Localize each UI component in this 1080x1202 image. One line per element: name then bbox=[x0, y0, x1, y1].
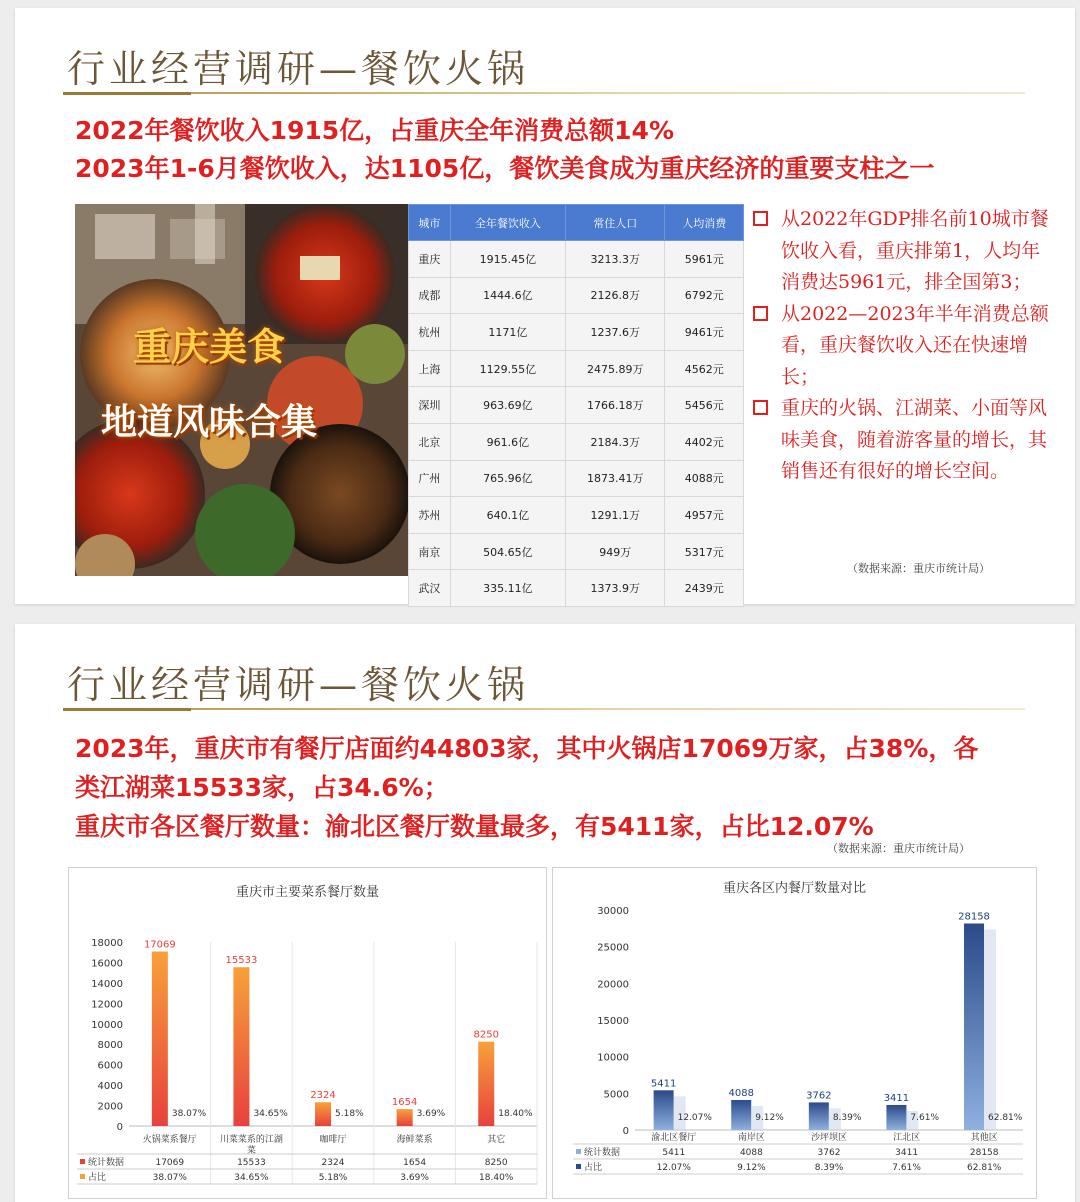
category-label: 其他区 bbox=[970, 1133, 998, 1143]
bar bbox=[397, 1109, 413, 1126]
table-cell: 2439元 bbox=[665, 570, 744, 607]
title-rule bbox=[63, 92, 1025, 94]
category-label: 川菜菜系的江湖 bbox=[219, 1135, 283, 1145]
bar-value-label: 4088 bbox=[728, 1088, 754, 1100]
table-cell: 1766.18万 bbox=[566, 387, 665, 424]
y-tick-label: 0 bbox=[116, 1122, 123, 1133]
title-rule bbox=[63, 708, 1025, 710]
table-row bbox=[409, 570, 744, 607]
table-percent: 38.07% bbox=[152, 1173, 187, 1183]
table-cell: 949万 bbox=[566, 533, 665, 570]
legend-label: 占比 bbox=[584, 1163, 603, 1173]
table-cell: 5961元 bbox=[665, 241, 744, 278]
table-cell: 4562元 bbox=[665, 350, 744, 387]
bar-shadow bbox=[984, 930, 996, 1130]
bullet-item bbox=[751, 204, 1051, 299]
table-value: 15533 bbox=[237, 1158, 266, 1168]
y-tick-label: 20000 bbox=[597, 979, 629, 991]
category-label: 火锅菜系餐厅 bbox=[142, 1135, 197, 1145]
bullet-text: 重庆的火锅、江湖菜、小面等风味美食，随着游客量的增长，其销售还有很好的增长空间。 bbox=[781, 397, 1048, 482]
table-row bbox=[409, 277, 744, 314]
table-row bbox=[409, 497, 744, 534]
category-label: 海鲜菜系 bbox=[396, 1135, 433, 1145]
y-tick-label: 6000 bbox=[97, 1060, 123, 1072]
bar-value-label: 17069 bbox=[143, 939, 176, 951]
district-chart-panel bbox=[552, 867, 1037, 1199]
table-cell: 1373.9万 bbox=[566, 570, 665, 607]
square-bullet-icon bbox=[753, 306, 768, 321]
table-header-cell: 全年餐饮收入 bbox=[450, 205, 565, 241]
table-cell: 9461元 bbox=[665, 314, 744, 351]
slide-title: 行业经营调研—餐饮火锅 bbox=[67, 663, 530, 707]
category-label: 渝北区餐厅 bbox=[651, 1133, 697, 1143]
bar-value-label: 1654 bbox=[391, 1097, 418, 1109]
table-value: 3762 bbox=[817, 1148, 841, 1158]
category-label: 咖啡厅 bbox=[319, 1135, 347, 1145]
table-cell: 3213.3万 bbox=[566, 241, 665, 278]
table-cell: 5317元 bbox=[665, 533, 744, 570]
table-value: 4088 bbox=[739, 1148, 763, 1158]
bar bbox=[731, 1100, 751, 1130]
y-tick-label: 15000 bbox=[597, 1016, 629, 1027]
square-bullet-icon bbox=[753, 400, 768, 415]
table-cell: 南京 bbox=[409, 533, 451, 570]
table-cell: 1171亿 bbox=[450, 314, 565, 351]
table-percent: 34.65% bbox=[234, 1173, 269, 1183]
table-cell: 4402元 bbox=[665, 423, 744, 460]
y-tick-label: 12000 bbox=[91, 999, 123, 1011]
table-cell: 深圳 bbox=[409, 387, 451, 424]
data-source: （数据来源：重庆市统计局） bbox=[847, 562, 990, 575]
category-label: 南岸区 bbox=[737, 1133, 765, 1143]
bar-value-label: 3762 bbox=[806, 1090, 832, 1102]
y-tick-label: 18000 bbox=[91, 938, 123, 949]
table-value: 5411 bbox=[662, 1148, 686, 1158]
bar bbox=[809, 1102, 829, 1130]
legend-label: 统计数据 bbox=[584, 1148, 621, 1158]
bar bbox=[886, 1105, 906, 1130]
y-tick-label: 16000 bbox=[91, 958, 123, 970]
table-header-cell: 城市 bbox=[409, 205, 451, 241]
legend-key bbox=[80, 1159, 85, 1164]
slide-title: 行业经营调研—餐饮火锅 bbox=[67, 47, 530, 91]
table-percent: 12.07% bbox=[656, 1163, 691, 1173]
bar bbox=[233, 967, 249, 1126]
table-cell: 1444.6亿 bbox=[450, 277, 565, 314]
y-tick-label: 0 bbox=[622, 1126, 629, 1137]
table-percent: 8.39% bbox=[814, 1163, 844, 1173]
table-cell: 重庆 bbox=[409, 241, 451, 278]
bar bbox=[315, 1102, 331, 1126]
bar bbox=[964, 924, 984, 1130]
table-value: 8250 bbox=[484, 1158, 508, 1168]
bar-value-label: 28158 bbox=[958, 911, 990, 923]
table-percent: 62.81% bbox=[967, 1163, 1002, 1173]
bar bbox=[478, 1042, 494, 1126]
food-photo bbox=[75, 204, 408, 576]
city-table bbox=[408, 204, 744, 607]
y-tick-label: 10000 bbox=[91, 1019, 123, 1031]
table-value: 3411 bbox=[895, 1148, 919, 1158]
table-cell: 765.96亿 bbox=[450, 460, 565, 497]
bullet-text: 从2022—2023年半年消费总额看，重庆餐饮收入还在快速增长； bbox=[781, 302, 1049, 388]
category-label: 江北区 bbox=[893, 1133, 921, 1143]
table-row bbox=[409, 241, 744, 278]
bar-value-label: 5411 bbox=[650, 1078, 677, 1090]
headline-1: 2022年餐饮收入1915亿，占重庆全年消费总额14% bbox=[75, 116, 675, 145]
table-cell: 961.6亿 bbox=[450, 423, 565, 460]
table-cell: 1915.45亿 bbox=[450, 241, 565, 278]
percent-label: 18.40% bbox=[498, 1109, 533, 1119]
table-cell: 6792元 bbox=[665, 277, 744, 314]
table-cell: 5456元 bbox=[665, 387, 744, 424]
table-value: 1654 bbox=[403, 1158, 427, 1168]
chart-title: 重庆市主要菜系餐厅数量 bbox=[235, 885, 380, 900]
table-cell: 广州 bbox=[409, 460, 451, 497]
bar-value-label: 15533 bbox=[225, 955, 258, 967]
category-label: 其它 bbox=[487, 1135, 506, 1145]
percent-label: 12.07% bbox=[677, 1113, 712, 1123]
table-header-cell: 常住人口 bbox=[566, 205, 665, 241]
table-percent: 7.61% bbox=[892, 1163, 921, 1173]
table-cell: 上海 bbox=[409, 350, 451, 387]
table-value: 2324 bbox=[321, 1158, 345, 1168]
percent-label: 3.69% bbox=[416, 1109, 446, 1119]
y-tick-label: 8000 bbox=[97, 1040, 123, 1052]
table-row bbox=[409, 314, 744, 351]
legend-key bbox=[576, 1149, 581, 1154]
table-value: 17069 bbox=[155, 1158, 185, 1168]
slide-1 bbox=[15, 8, 1075, 604]
bar-value-label: 2324 bbox=[310, 1090, 336, 1102]
category-label: 菜 bbox=[246, 1146, 256, 1156]
table-cell: 335.11亿 bbox=[450, 570, 565, 607]
legend-label: 统计数据 bbox=[88, 1158, 125, 1168]
y-tick-label: 4000 bbox=[97, 1081, 123, 1093]
table-cell: 2126.8万 bbox=[566, 277, 665, 314]
table-cell: 1237.6万 bbox=[566, 314, 665, 351]
table-value: 28158 bbox=[969, 1148, 999, 1158]
data-source: （数据来源：重庆市统计局） bbox=[827, 842, 970, 855]
bullet-item bbox=[751, 393, 1051, 488]
slide-2 bbox=[15, 624, 1075, 1202]
bar bbox=[654, 1090, 674, 1130]
table-cell: 武汉 bbox=[409, 570, 451, 607]
table-row bbox=[409, 350, 744, 387]
percent-label: 62.81% bbox=[988, 1113, 1023, 1123]
percent-label: 5.18% bbox=[335, 1109, 364, 1119]
headline-2: 类江湖菜15533家，占34.6%； bbox=[75, 773, 449, 802]
headline-1: 2023年，重庆市有餐厅店面约44803家，其中火锅店17069万家，占38%，各 bbox=[75, 734, 979, 763]
table-cell: 1129.55亿 bbox=[450, 350, 565, 387]
table-cell: 杭州 bbox=[409, 314, 451, 351]
headline-3: 重庆市各区餐厅数量：渝北区餐厅数量最多，有5411家，占比12.07% bbox=[75, 812, 874, 841]
district-chart bbox=[553, 868, 1036, 1198]
table-cell: 苏州 bbox=[409, 497, 451, 534]
table-row bbox=[409, 387, 744, 424]
percent-label: 9.12% bbox=[755, 1113, 784, 1123]
bullet-list bbox=[751, 204, 1051, 488]
table-cell: 504.65亿 bbox=[450, 533, 565, 570]
y-tick-label: 10000 bbox=[597, 1052, 629, 1064]
bullet-text: 从2022年GDP排名前10城市餐饮收入看，重庆排第1，人均年消费达5961元，排全国第3； bbox=[781, 208, 1049, 293]
category-label: 沙坪坝区 bbox=[810, 1133, 848, 1143]
y-tick-label: 2000 bbox=[97, 1101, 123, 1113]
bar bbox=[152, 952, 168, 1126]
table-cell: 成都 bbox=[409, 277, 451, 314]
table-header-cell: 人均消费 bbox=[665, 205, 744, 241]
y-tick-label: 14000 bbox=[91, 978, 123, 990]
table-cell: 640.1亿 bbox=[450, 497, 565, 534]
table-percent: 18.40% bbox=[479, 1173, 514, 1183]
bar-value-label: 8250 bbox=[473, 1029, 499, 1041]
table-percent: 5.18% bbox=[318, 1173, 348, 1183]
table-cell: 1291.1万 bbox=[566, 497, 665, 534]
table-row bbox=[409, 423, 744, 460]
legend-key bbox=[80, 1174, 85, 1179]
table-percent: 9.12% bbox=[737, 1163, 766, 1173]
table-cell: 4088元 bbox=[665, 460, 744, 497]
cuisine-chart bbox=[69, 868, 546, 1198]
cuisine-chart-panel bbox=[68, 867, 547, 1199]
photo-caption-1: 重庆美食 bbox=[133, 325, 286, 369]
table-percent: 3.69% bbox=[400, 1173, 429, 1183]
y-tick-label: 5000 bbox=[603, 1089, 629, 1101]
table-cell: 4957元 bbox=[665, 497, 744, 534]
table-header-row bbox=[409, 205, 744, 241]
table-cell: 2475.89万 bbox=[566, 350, 665, 387]
bullet-item bbox=[751, 299, 1051, 394]
bar-value-label: 3411 bbox=[883, 1092, 910, 1104]
table-cell: 2184.3万 bbox=[566, 423, 665, 460]
photo-caption-2: 地道风味合集 bbox=[101, 402, 318, 443]
table-cell: 963.69亿 bbox=[450, 387, 565, 424]
y-tick-label: 30000 bbox=[597, 906, 629, 917]
percent-label: 8.39% bbox=[832, 1113, 862, 1123]
square-bullet-icon bbox=[753, 211, 768, 226]
y-tick-label: 25000 bbox=[597, 942, 629, 954]
legend-key bbox=[576, 1164, 581, 1169]
percent-label: 7.61% bbox=[910, 1113, 940, 1123]
headline-2: 2023年1-6月餐饮收入，达1105亿，餐饮美食成为重庆经济的重要支柱之一 bbox=[75, 154, 935, 183]
legend-label: 占比 bbox=[88, 1173, 107, 1183]
chart-title: 重庆各区内餐厅数量对比 bbox=[722, 881, 867, 896]
table-cell: 1873.41万 bbox=[566, 460, 665, 497]
table-row bbox=[409, 460, 744, 497]
table-cell: 北京 bbox=[409, 423, 451, 460]
percent-label: 38.07% bbox=[171, 1109, 207, 1119]
table-row bbox=[409, 533, 744, 570]
percent-label: 34.65% bbox=[253, 1109, 288, 1119]
